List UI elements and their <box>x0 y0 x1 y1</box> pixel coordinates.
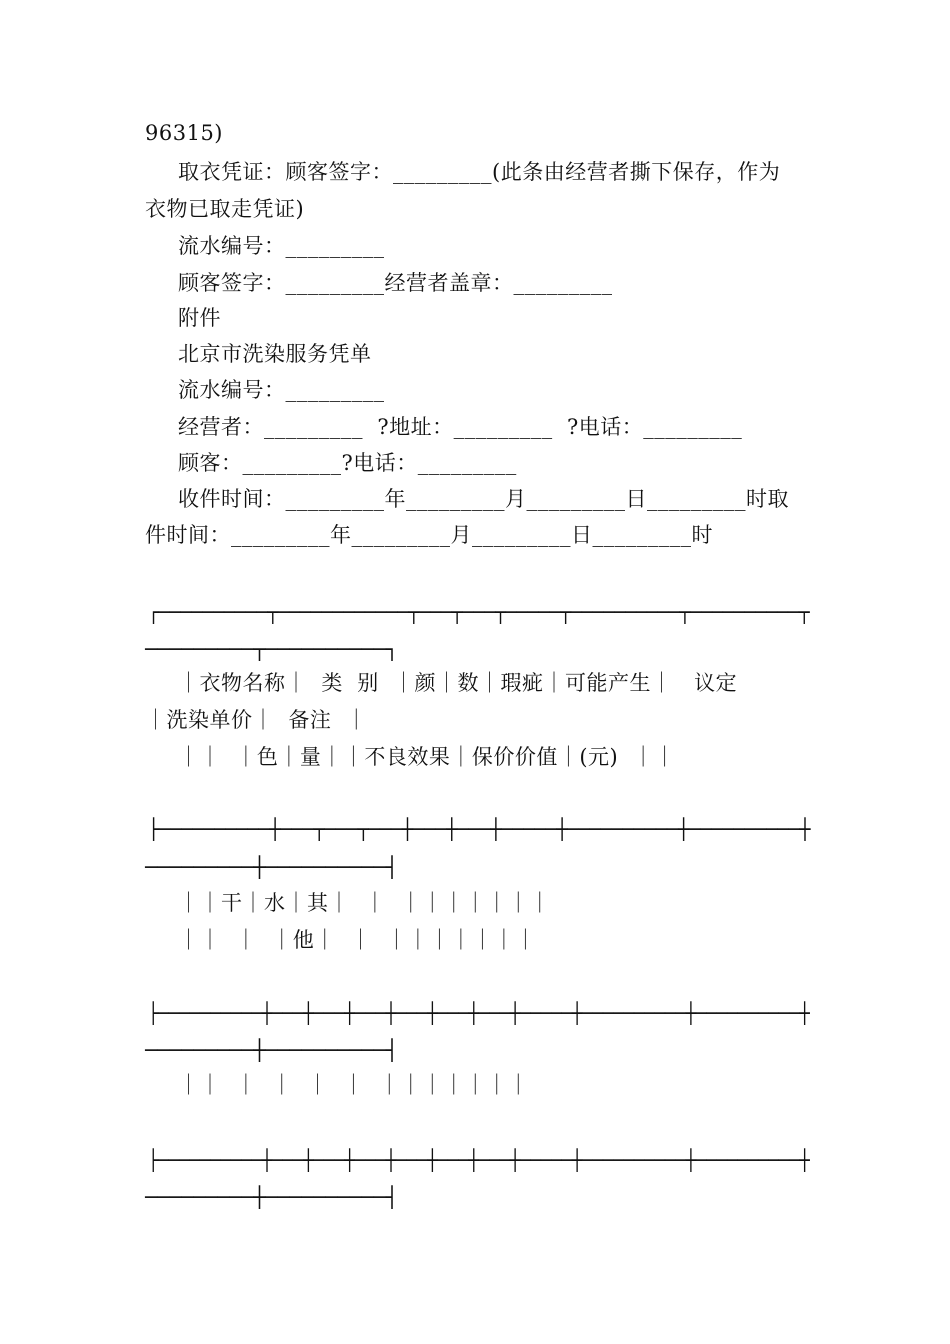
text-line: 附件 <box>178 306 221 330</box>
table-divider: ─────────┼──────────┤ <box>145 1038 398 1062</box>
table-row: ｜｜ ｜ ｜ ｜ ｜ ｜｜｜｜｜｜｜ <box>178 1073 530 1097</box>
table-header-row: ｜衣物名称｜ 类 别 ｜颜｜数｜瑕疵｜可能产生｜ 议定 <box>178 671 738 695</box>
table-divider: ─────────┼──────────┤ <box>145 1185 398 1209</box>
text-line: 北京市洗染服务凭单 <box>178 342 372 366</box>
table-row: ｜｜ ｜ ｜他｜ ｜ ｜｜｜｜｜｜｜ <box>178 928 537 952</box>
table-top-border: ─────────┬──────────┐ <box>145 637 398 661</box>
table-header-row: ｜洗染单价｜ 备注 ｜ <box>145 708 368 732</box>
table-divider: ├──────────┼───┼───┼───┼───┼───┼───┼─────┼──────────┼──────────┼ <box>148 1001 810 1025</box>
text-line: 顾客签字：_________经营者盖章：_________ <box>178 271 613 295</box>
text-line: 收件时间：_________年_________月_________日_________时取 <box>178 487 789 511</box>
table-divider: ├──────────┼───┬───┬───┼───┼───┼─────┼──────────┼──────────┼ <box>148 817 811 841</box>
text-line: 衣物已取走凭证) <box>145 197 305 221</box>
text-line: 经营者：_________ ?地址：_________ ?电话：_________ <box>178 415 743 439</box>
text-line: 件时间：_________年_________月_________日_________时 <box>145 523 713 547</box>
text-line: 顾客：_________?电话：_________ <box>178 451 517 475</box>
text-line: 流水编号：_________ <box>178 234 385 258</box>
table-row: ｜｜干｜水｜其｜ ｜ ｜｜｜｜｜｜｜ <box>178 891 551 915</box>
text-line: 取衣凭证：顾客签字：_________(此条由经营者撕下保存，作为 <box>178 160 781 184</box>
table-divider: ─────────┼──────────┤ <box>145 855 398 879</box>
text-line: 96315) <box>145 121 223 145</box>
text-line: 流水编号：_________ <box>178 378 385 402</box>
table-divider: ├──────────┼───┼───┼───┼───┼───┼───┼─────┼──────────┼──────────┼ <box>148 1148 810 1172</box>
table-header-row: ｜｜ ｜色｜量｜｜不良效果｜保价价值｜(元) ｜｜ <box>178 745 676 769</box>
table-top-border: ┌──────────┬────────────┬───┬───┬─────┬──────────┬──────────┬ <box>148 600 810 624</box>
